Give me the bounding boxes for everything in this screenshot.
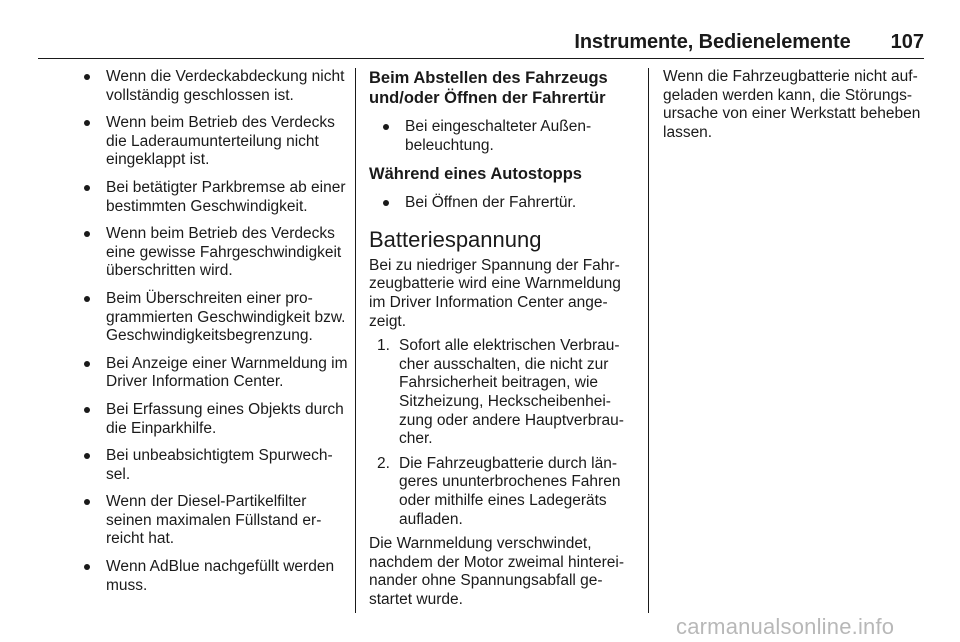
step-item: [373, 455, 639, 529]
list-item: Wenn der Diesel-Partikelfilter seinen maximalen Füllstand erreicht hat.: [80, 493, 350, 549]
list-item: Bei betätigter Parkbremse ab einer bestimmten Geschwindigkeit.: [80, 179, 350, 216]
list-item: Beim Überschreiten einer programmierten Geschwindigkeit bzw. Geschwindigkeitsbegrenzung.: [80, 290, 350, 346]
page-number: 107: [890, 31, 924, 53]
page-header: [38, 28, 924, 54]
header-rule: [38, 58, 924, 59]
chapter-title: Instrumente, Bedienelemente: [574, 31, 851, 53]
battery-outro: Die Warnmeldung verschwindet, nachdem der Motor zweimal hintereinander ohne Spannungsabfall gestartet wurde.: [369, 535, 625, 608]
list-item: Wenn beim Betrieb des Verdecks eine gewisse Fahrgeschwindigkeit überschritten wird.: [80, 225, 350, 281]
step-number: 2.: [377, 454, 390, 472]
column-divider-1: [355, 68, 356, 613]
battery-intro: Bei zu niedriger Spannung der Fahrzeugbatterie wird eine Warnmeldung im Driver Information Center angezeigt.: [369, 256, 621, 330]
battery-workshop-note: Wenn die Fahrzeugbatterie nicht aufgeladen werden kann, die Störungsursache von einer Werkstatt beheben lassen.: [663, 68, 921, 141]
column-2: [369, 68, 639, 615]
step-item: [373, 337, 639, 449]
step-number: 1.: [377, 337, 390, 355]
step-text: Sofort alle elektrischen Verbraucher ausschalten, die nicht zur Fahrsicherheit beitragen, wie Sitzheizung, Heckscheibenheizung oder andere Hauptverbraucher.: [399, 337, 624, 448]
list-item: Bei Öffnen der Fahrertür.: [379, 194, 639, 213]
parking-list: [369, 118, 639, 155]
list-item: Bei eingeschalteter Außenbeleuchtung.: [379, 118, 639, 155]
list-item: Bei unbeabsichtigtem Spurwechsel.: [80, 447, 350, 484]
column-divider-2: [648, 68, 649, 613]
step-text: Die Fahrzeugbatterie durch längeres ununterbrochenes Fahren oder mithilfe eines Ladegeräts aufladen.: [399, 454, 621, 528]
list-item: Bei Anzeige einer Warnmeldung im Driver Information Center.: [80, 355, 350, 392]
battery-steps: [369, 337, 639, 529]
subheading-autostop: Während eines Autostopps: [369, 165, 582, 184]
column-3: [663, 68, 928, 148]
list-item: Wenn AdBlue nachgefüllt werden muss.: [80, 558, 350, 595]
autostop-list: [369, 194, 639, 213]
section-heading-battery-voltage: Batteriespannung: [369, 226, 542, 252]
list-item: Bei Erfassung eines Objekts durch die Einparkhilfe.: [80, 401, 350, 438]
subheading-vehicle-parking: Beim Abstellen des Fahrzeugs und/oder Öffnen der Fahrertür: [369, 69, 608, 107]
list-item: Wenn beim Betrieb des Verdecks die Laderaumunterteilung nicht eingeklappt ist.: [80, 114, 350, 170]
watermark: carmanualsonline.info: [676, 614, 895, 639]
column-1: [80, 68, 350, 604]
warning-conditions-list: [80, 68, 350, 595]
list-item: Wenn die Verdeckabdeckung nicht vollständig geschlossen ist.: [80, 68, 350, 105]
